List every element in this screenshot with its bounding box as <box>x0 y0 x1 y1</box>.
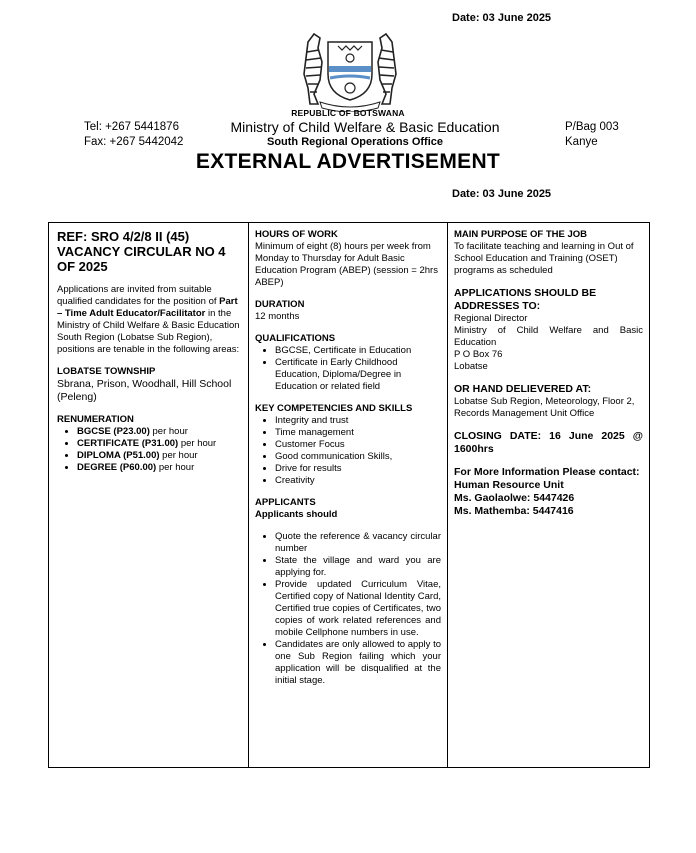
purpose-text: To facilitate teaching and learning in Out of School Education and Training (OSET) programs as scheduled <box>454 241 634 276</box>
position-title: Part – Time Adult Educator/Facilitator <box>57 296 238 319</box>
qualifications-list <box>255 345 441 393</box>
competencies-title: KEY COMPETENCIES AND SKILLS <box>255 403 413 414</box>
address-line: Regional Director <box>454 313 528 324</box>
list-item: • Provide updated Curriculum Vitae, Certified copy of National Identity Card, Certified true copies of Certificates, two copies of work related references and mobile Cellphone numbers in use. <box>275 579 441 639</box>
reference-line-3: OF 2025 <box>57 259 108 274</box>
duration-title: DURATION <box>255 299 305 310</box>
list-item: • Quote the reference & vacancy circular number <box>275 531 441 555</box>
address-title: APPLICATIONS SHOULD BE ADDRESSES TO: <box>454 287 597 312</box>
republic-title: REPUBLIC OF BOTSWANA <box>291 108 405 118</box>
contact-mathemba: Ms. Mathemba: 5447416 <box>454 505 574 517</box>
list-item: • Time management <box>275 427 441 439</box>
list-item: • Integrity and trust <box>275 415 441 427</box>
address-line: Ministry of Child Welfare and Basic Education <box>454 325 643 348</box>
list-item: • DIPLOMA (P51.00) per hour <box>77 450 240 462</box>
area-text: Sbrana, Prison, Woodhall, Hill School (Peleng) <box>57 378 232 403</box>
hours-title: HOURS OF WORK <box>255 229 338 240</box>
list-item: • Customer Focus <box>275 439 441 451</box>
renumeration-title: RENUMERATION <box>57 414 134 425</box>
intro-text-b: in the Ministry of Child Welfare & Basic Education South Region (Lobatse Sub Region), positions are tenable in the following areas: <box>57 308 240 355</box>
list-item: • BGCSE, Certificate in Education <box>275 345 441 357</box>
address-line: P O Box 76 <box>454 349 503 360</box>
page-title: EXTERNAL ADVERTISEMENT <box>195 150 501 173</box>
fax: Fax: +267 5442042 <box>84 136 184 148</box>
contact-gaolaolwe: Ms. Gaolaolwe: 5447426 <box>454 492 575 504</box>
list-item: • Drive for results <box>275 463 441 475</box>
intro-text-a: Applications are invited from suitable qualified candidates for the position of <box>57 284 217 307</box>
reference-line-1: REF: SRO 4/2/8 II (45) <box>57 229 190 244</box>
hr-unit: Human Resource Unit <box>454 479 564 491</box>
more-info-label: For More Information Please contact: <box>454 466 640 478</box>
coat-of-arms-emblem <box>290 28 410 112</box>
column-application <box>448 223 649 767</box>
qualifications-title: QUALIFICATIONS <box>255 333 336 344</box>
renumeration-list <box>57 426 240 474</box>
hours-text: Minimum of eight (8) hours per week from Monday to Thursday for Adult Basic Education Program (ABEP) (session = 2hrs ABEP) <box>255 241 438 288</box>
date-top: Date: 03 June 2025 <box>452 12 552 24</box>
closing-date: CLOSING DATE: 16 June 2025 @ 1600hrs <box>454 430 643 455</box>
reference-line-2: VACANCY CIRCULAR NO 4 <box>57 244 226 259</box>
address-line: Lobatse <box>454 361 488 372</box>
hand-delivery-title: OR HAND DELIEVERED AT: <box>454 383 592 395</box>
list-item: • BGCSE (P23.00) per hour <box>77 426 240 438</box>
intro-paragraph <box>57 284 240 356</box>
date-mid: Date: 03 June 2025 <box>452 188 552 200</box>
area-title: LOBATSE TOWNSHIP <box>57 366 156 377</box>
ministry-name: Ministry of Child Welfare & Basic Education <box>230 119 500 135</box>
applicants-list <box>255 531 441 687</box>
purpose-title: MAIN PURPOSE OF THE JOB <box>454 229 588 240</box>
applicants-title: APPLICANTS <box>255 497 316 508</box>
duration-text: 12 months <box>255 311 300 322</box>
advertisement-table <box>48 222 650 768</box>
list-item: • State the village and ward you are applying for. <box>275 555 441 579</box>
column-details <box>249 223 448 767</box>
postal-bag: P/Bag 003 <box>565 121 619 133</box>
list-item: • Certificate in Early Childhood Education, Diploma/Degree in Education or related field <box>275 357 441 393</box>
list-item: • CERTIFICATE (P31.00) per hour <box>77 438 240 450</box>
applicants-subtitle: Applicants should <box>255 509 338 520</box>
list-item: • Candidates are only allowed to apply to one Sub Region failing which your application will be disqualified at the initial stage. <box>275 639 441 687</box>
list-item: • DEGREE (P60.00) per hour <box>77 462 240 474</box>
column-reference <box>49 223 249 767</box>
list-item: • Creativity <box>275 475 441 487</box>
hand-delivery-text: Lobatse Sub Region, Meteorology, Floor 2, Records Management Unit Office <box>454 396 635 419</box>
office-name: South Regional Operations Office <box>266 136 444 148</box>
competencies-list <box>255 415 441 487</box>
town: Kanye <box>565 136 598 148</box>
telephone: Tel: +267 5441876 <box>84 121 179 133</box>
list-item: • Good communication Skills, <box>275 451 441 463</box>
